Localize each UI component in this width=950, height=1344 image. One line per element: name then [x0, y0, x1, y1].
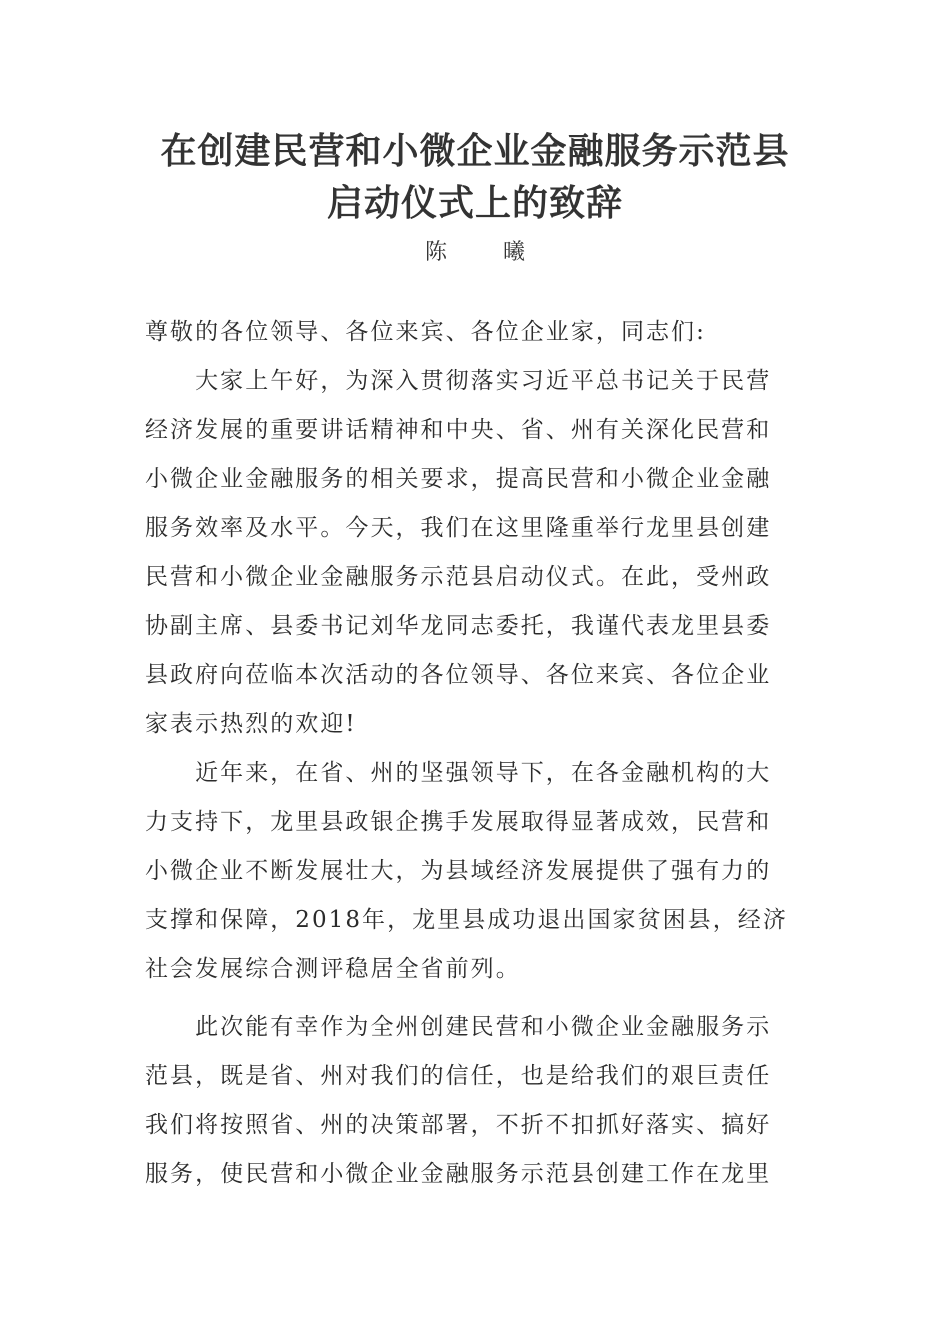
- body-line: 我们将按照省、州的决策部署，不折不扣抓好落实、搞好: [145, 1112, 772, 1138]
- author-name-char-1: 陈: [424, 240, 447, 265]
- body-line: 大家上午好，为深入贯彻落实习近平总书记关于民营: [145, 368, 772, 394]
- body-line: 服务，使民营和小微企业金融服务示范县创建工作在龙里: [145, 1161, 772, 1187]
- body-line: 小微企业金融服务的相关要求，提高民营和小微企业金融: [145, 466, 772, 492]
- author-name: [0, 235, 950, 266]
- body-line: 民营和小微企业金融服务示范县启动仪式。在此，受州政: [145, 564, 772, 590]
- body-line: 协副主席、县委书记刘华龙同志委托，我谨代表龙里县委: [145, 613, 772, 639]
- body-line: 小微企业不断发展壮大，为县域经济发展提供了强有力的: [145, 858, 772, 884]
- body-line: 支撑和保障，2018年，龙里县成功退出国家贫困县，经济: [145, 907, 788, 933]
- body-line: 服务效率及水平。今天，我们在这里隆重举行龙里县创建: [145, 515, 772, 541]
- document-title-line-1: 在创建民营和小微企业金融服务示范县: [160, 130, 790, 172]
- body-line: 近年来，在省、州的坚强领导下，在各金融机构的大: [145, 760, 772, 786]
- body-line: 县政府向莅临本次活动的各位领导、各位来宾、各位企业: [145, 662, 772, 688]
- body-line: 力支持下，龙里县政银企携手发展取得显著成效，民营和: [145, 809, 772, 835]
- body-line: 社会发展综合测评稳居全省前列。: [145, 956, 521, 982]
- document-title-line-2: 启动仪式上的致辞: [326, 182, 623, 224]
- body-line: 经济发展的重要讲话精神和中央、省、州有关深化民营和: [145, 417, 772, 443]
- body-line: 范县，既是省、州对我们的信任，也是给我们的艰巨责任: [145, 1063, 772, 1089]
- body-line: 此次能有幸作为全州创建民营和小微企业金融服务示: [145, 1014, 772, 1040]
- body-line: 尊敬的各位领导、各位来宾、各位企业家，同志们:: [145, 319, 706, 345]
- body-line: 家表示热烈的欢迎!: [145, 711, 357, 737]
- author-name-char-2: 曦: [503, 240, 526, 265]
